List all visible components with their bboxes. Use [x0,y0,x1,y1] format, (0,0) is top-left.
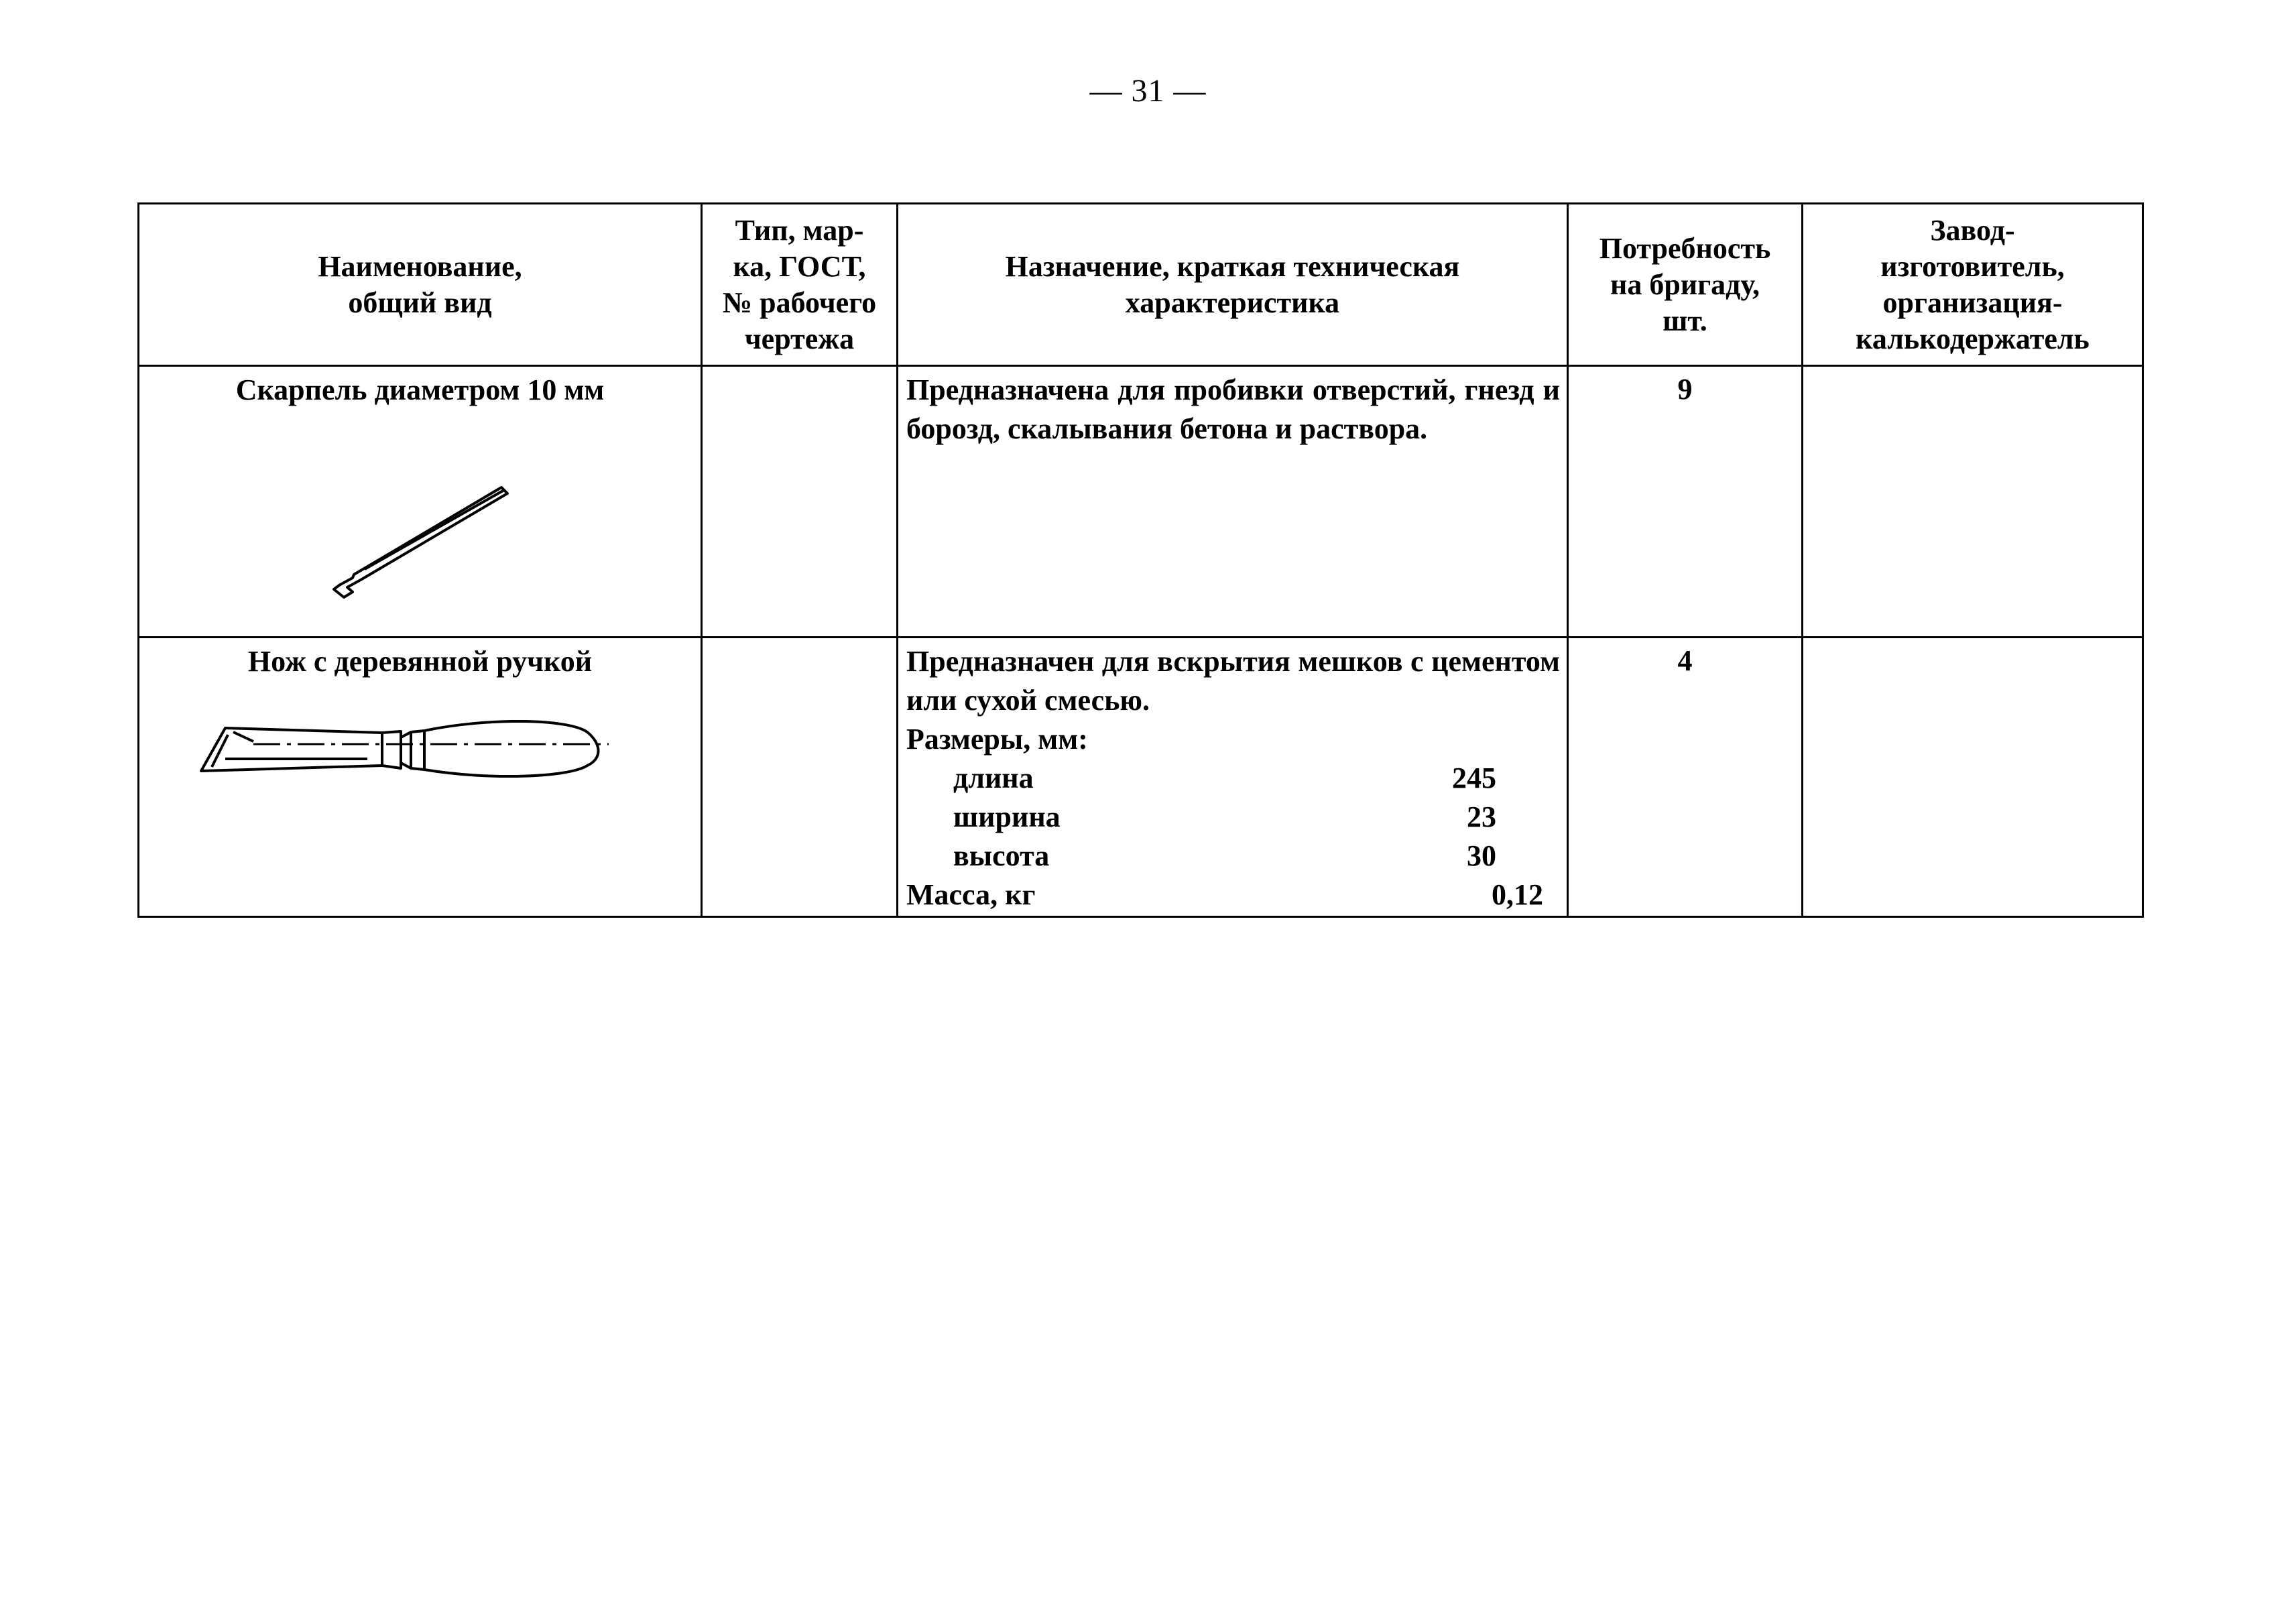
tool-description: Предназначен для вскрытия мешков с цементом или сухой смесью. [906,645,1560,717]
sizes-list [953,759,1496,876]
header-manufacturer: Завод- изготовитель, организация- калькодержатель [1803,204,2143,366]
knife-drawing-icon [139,680,701,800]
cell-name [139,638,702,917]
mass-row [906,876,1543,914]
cell-quantity [1568,366,1803,638]
cell-description [898,366,1568,638]
cell-manufacturer [1803,638,2143,917]
size-value: 23 [1467,800,1496,833]
page-number: — 31 — [1089,73,1207,109]
tool-name: Скарпель диаметром 10 мм [235,373,605,406]
table-row [139,366,2143,638]
size-value: 245 [1452,762,1496,794]
header-name: Наименование, общий вид [139,204,702,366]
chisel-drawing-icon [139,408,701,609]
size-label: ширина [953,800,1061,833]
cell-type [702,638,898,917]
table-header-row [139,204,2143,366]
mass-value: 0,12 [1492,878,1543,911]
size-label: длина [953,762,1034,794]
tool-description: Предназначена для пробивки отверстий, гнезд и борозд, скалывания бетона и раствора. [906,373,1560,445]
cell-type [702,366,898,638]
tools-table [137,202,2144,918]
cell-manufacturer [1803,366,2143,638]
sizes-label: Размеры, мм: [906,723,1088,756]
cell-description [898,638,1568,917]
tool-name: Нож с деревянной ручкой [247,645,593,678]
tool-quantity: 4 [1677,644,1693,677]
header-quantity: Потребность на бригаду, шт. [1568,204,1803,366]
cell-name [139,366,702,638]
size-value: 30 [1467,839,1496,872]
mass-label: Масса, кг [906,878,1036,911]
tool-quantity: 9 [1677,373,1693,406]
header-purpose: Назначение, краткая техническая характеристика [898,204,1568,366]
table-row [139,638,2143,917]
size-label: высота [953,839,1050,872]
cell-quantity [1568,638,1803,917]
header-type: Тип, мар- ка, ГОСТ, № рабочего чертежа [702,204,898,366]
